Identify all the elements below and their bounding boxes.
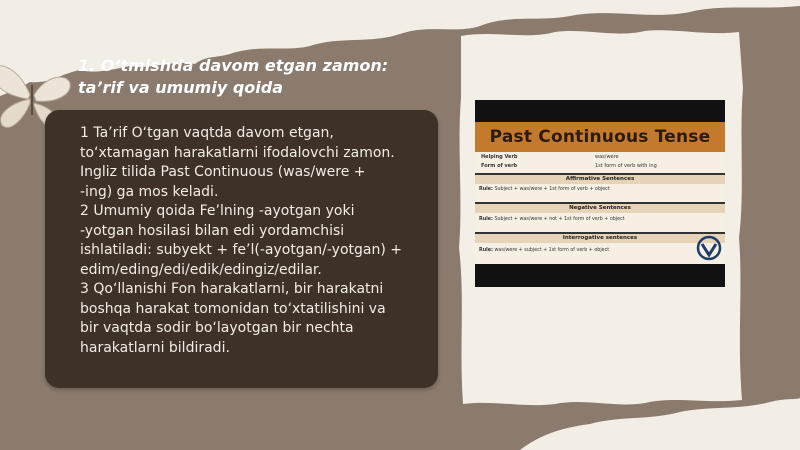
negative-section-title: Negative Sentences [475, 202, 725, 213]
heading-line-2: ta’rif va umumiy qoida [78, 78, 284, 97]
helping-verb-row [475, 153, 725, 162]
infographic-title: Past Continuous Tense [489, 127, 711, 147]
body-line: ishlatiladi: subyekt + fe’l(-ayotgan/-yotgan) + [80, 242, 402, 258]
form-of-verb-row [475, 162, 725, 171]
body-text [80, 124, 425, 358]
rule-text: Subject + was/were + not + 1st form of verb + object [494, 217, 625, 222]
affirmative-rule [479, 187, 610, 192]
infographic-body [475, 122, 725, 264]
helping-verb-value: was/were [595, 154, 619, 160]
torn-paper-bottom-decoration [0, 380, 800, 450]
body-line: harakatlarni bildiradi. [80, 339, 230, 356]
slide-heading [78, 55, 418, 99]
g-chevron-logo-icon [696, 235, 722, 261]
rule-label: Rule: [479, 248, 493, 253]
affirmative-section-title: Affirmative Sentences [475, 173, 725, 184]
infographic-title-bar [475, 122, 725, 152]
body-line: Ingliz tilida Past Continuous (was/were + [80, 164, 366, 180]
rule-label: Rule: [479, 217, 493, 222]
rule-text: was/were + subject + 1st form of verb + object [494, 248, 610, 253]
body-line: 2 Umumiy qoida Fe’lning -ayotgan yoki [80, 203, 355, 219]
body-line: -yotgan hosilasi bilan edi yordamchisi [80, 222, 345, 239]
form-of-verb-label: Form of verb [481, 163, 518, 169]
helping-verb-label: Helping Verb [481, 154, 518, 160]
interrogative-rule [479, 248, 609, 253]
interrogative-section-title: Interrogative sentences [475, 232, 725, 243]
rule-label: Rule: [479, 187, 493, 192]
past-continuous-infographic [475, 100, 725, 287]
body-line: edim/eding/edi/edik/edingiz/edilar. [80, 261, 322, 278]
body-line: -ing) ga mos keladi. [80, 183, 219, 200]
infographic-top-bar [475, 100, 725, 122]
heading-line-1: 1. O‘tmishda davom etgan zamon: [78, 56, 389, 75]
form-of-verb-value: 1st form of verb with ing [595, 163, 657, 169]
body-line: boshqa harakat tomonidan to‘xtatilishini va [80, 300, 386, 317]
body-line: bir vaqtda sodir bo‘layotgan bir nechta [80, 320, 354, 336]
body-line: 1 Ta’rif O‘tgan vaqtda davom etgan, [80, 125, 334, 141]
body-line: to‘xtamagan harakatlarni ifodalovchi zamon. [80, 144, 395, 161]
rule-text: Subject + was/were + 1st form of verb + object [494, 187, 610, 192]
body-line: 3 Qo‘llanishi Fon harakatlarni, bir harakatni [80, 281, 384, 297]
negative-rule [479, 217, 625, 222]
